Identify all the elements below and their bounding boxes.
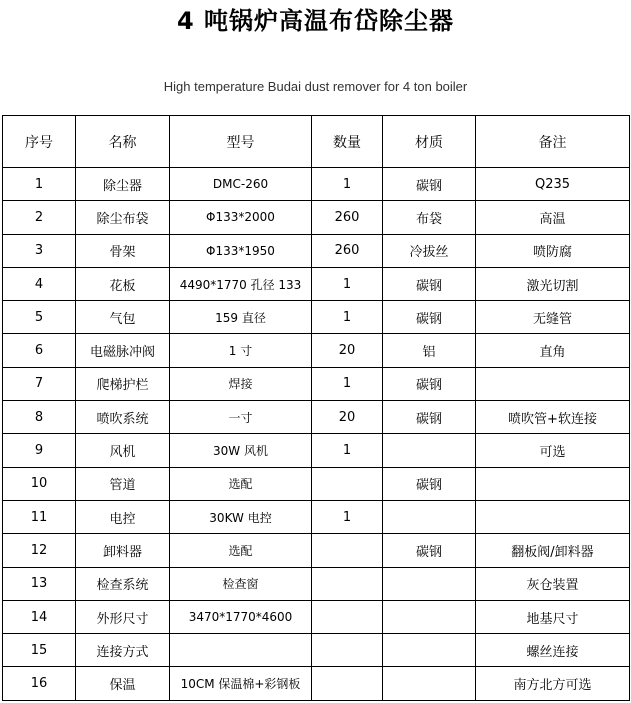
cell-name: 风机 [76, 434, 170, 467]
cell-material: 碳钢 [383, 367, 476, 400]
cell-material [383, 434, 476, 467]
cell-material: 碳钢 [383, 534, 476, 567]
cell-name: 喷吹系统 [76, 401, 170, 434]
cell-remarks [476, 467, 630, 500]
cell-quantity: 260 [312, 234, 383, 267]
cell-remarks: Q235 [476, 168, 630, 201]
cell-name: 爬梯护栏 [76, 367, 170, 400]
cell-index: 14 [3, 600, 76, 633]
cell-model: Φ133*2000 [170, 201, 312, 234]
cell-material: 碳钢 [383, 401, 476, 434]
cell-material: 布袋 [383, 201, 476, 234]
cell-quantity: 1 [312, 367, 383, 400]
cell-model: 159 直径 [170, 301, 312, 334]
cell-material: 铝 [383, 334, 476, 367]
cell-model: 选配 [170, 534, 312, 567]
cell-index: 8 [3, 401, 76, 434]
table-row [3, 367, 630, 400]
cell-remarks: 高温 [476, 201, 630, 234]
table-header-row [3, 116, 630, 168]
cell-index: 10 [3, 467, 76, 500]
cell-index: 15 [3, 634, 76, 667]
cell-name: 除尘布袋 [76, 201, 170, 234]
cell-material: 碳钢 [383, 467, 476, 500]
cell-name: 气包 [76, 301, 170, 334]
table-row [3, 201, 630, 234]
cell-material: 碳钢 [383, 301, 476, 334]
cell-name: 连接方式 [76, 634, 170, 667]
table-row [3, 168, 630, 201]
cell-remarks: 螺丝连接 [476, 634, 630, 667]
cell-quantity: 20 [312, 334, 383, 367]
cell-index: 2 [3, 201, 76, 234]
cell-index: 6 [3, 334, 76, 367]
cell-name: 外形尺寸 [76, 600, 170, 633]
cell-index: 4 [3, 267, 76, 300]
table-row [3, 534, 630, 567]
cell-material [383, 667, 476, 700]
header-name: 名称 [76, 116, 170, 168]
cell-remarks: 灰仓装置 [476, 567, 630, 600]
cell-index: 12 [3, 534, 76, 567]
cell-name: 花板 [76, 267, 170, 300]
cell-remarks: 地基尺寸 [476, 600, 630, 633]
cell-index: 16 [3, 667, 76, 700]
page-title: 4 吨锅炉高温布岱除尘器 [176, 7, 455, 35]
cell-material [383, 600, 476, 633]
table-row [3, 600, 630, 633]
table-row [3, 567, 630, 600]
table-row [3, 334, 630, 367]
table-row [3, 500, 630, 533]
cell-remarks: 无缝管 [476, 301, 630, 334]
table-row [3, 301, 630, 334]
cell-model: 检查窗 [170, 567, 312, 600]
cell-index: 1 [3, 168, 76, 201]
cell-quantity [312, 634, 383, 667]
cell-model: 1 寸 [170, 334, 312, 367]
cell-remarks: 喷防腐 [476, 234, 630, 267]
cell-quantity: 1 [312, 434, 383, 467]
cell-remarks: 翻板阀/卸料器 [476, 534, 630, 567]
table-row [3, 234, 630, 267]
header-remarks: 备注 [476, 116, 630, 168]
cell-name: 除尘器 [76, 168, 170, 201]
cell-material: 冷拔丝 [383, 234, 476, 267]
cell-quantity [312, 567, 383, 600]
cell-remarks: 可选 [476, 434, 630, 467]
cell-quantity: 1 [312, 168, 383, 201]
page-subtitle: High temperature Budai dust remover for 4 ton boiler [163, 79, 468, 94]
cell-model: 30W 风机 [170, 434, 312, 467]
cell-model: 一寸 [170, 401, 312, 434]
cell-index: 3 [3, 234, 76, 267]
header-index: 序号 [3, 116, 76, 168]
cell-material: 碳钢 [383, 267, 476, 300]
cell-name: 电磁脉冲阀 [76, 334, 170, 367]
cell-name: 电控 [76, 500, 170, 533]
cell-name: 骨架 [76, 234, 170, 267]
cell-model: 4490*1770 孔径 133 [170, 267, 312, 300]
cell-quantity [312, 534, 383, 567]
cell-material [383, 500, 476, 533]
cell-model: 10CM 保温棉+彩钢板 [170, 667, 312, 700]
cell-quantity: 1 [312, 267, 383, 300]
header-model: 型号 [170, 116, 312, 168]
cell-quantity: 260 [312, 201, 383, 234]
cell-index: 5 [3, 301, 76, 334]
cell-name: 卸料器 [76, 534, 170, 567]
cell-model: 3470*1770*4600 [170, 600, 312, 633]
cell-index: 11 [3, 500, 76, 533]
cell-index: 13 [3, 567, 76, 600]
cell-quantity: 20 [312, 401, 383, 434]
spec-table [2, 115, 630, 701]
cell-name: 保温 [76, 667, 170, 700]
table-row [3, 667, 630, 700]
table-row [3, 434, 630, 467]
cell-model [170, 634, 312, 667]
cell-model: Φ133*1950 [170, 234, 312, 267]
cell-model: DMC-260 [170, 168, 312, 201]
cell-name: 检查系统 [76, 567, 170, 600]
cell-remarks: 直角 [476, 334, 630, 367]
header-quantity: 数量 [312, 116, 383, 168]
cell-index: 7 [3, 367, 76, 400]
cell-quantity: 1 [312, 500, 383, 533]
cell-material [383, 567, 476, 600]
cell-material [383, 634, 476, 667]
cell-name: 管道 [76, 467, 170, 500]
table-row [3, 267, 630, 300]
cell-quantity: 1 [312, 301, 383, 334]
cell-remarks [476, 500, 630, 533]
cell-remarks: 激光切割 [476, 267, 630, 300]
table-row [3, 634, 630, 667]
cell-index: 9 [3, 434, 76, 467]
cell-remarks: 喷吹管+软连接 [476, 401, 630, 434]
header-material: 材质 [383, 116, 476, 168]
cell-quantity [312, 467, 383, 500]
cell-remarks [476, 367, 630, 400]
cell-remarks: 南方北方可选 [476, 667, 630, 700]
table-row [3, 467, 630, 500]
cell-model: 选配 [170, 467, 312, 500]
cell-material: 碳钢 [383, 168, 476, 201]
cell-model: 焊接 [170, 367, 312, 400]
cell-quantity [312, 600, 383, 633]
cell-quantity [312, 667, 383, 700]
cell-model: 30KW 电控 [170, 500, 312, 533]
table-row [3, 401, 630, 434]
